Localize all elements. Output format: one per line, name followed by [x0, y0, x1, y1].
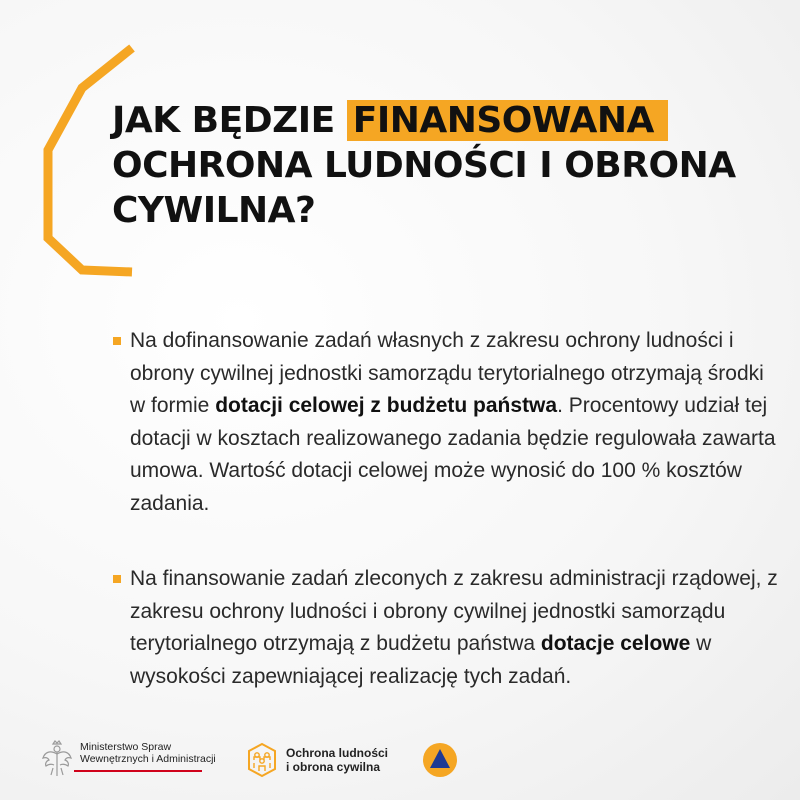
ministry-underline: [74, 770, 202, 772]
polish-eagle-icon: [40, 738, 74, 778]
ministry-logo: [40, 738, 216, 778]
civil-defence-triangle-icon: [422, 742, 458, 778]
bullet-text: w wysokości zapewniającej realizację tych zadań.: [130, 632, 712, 688]
title-line1-pre: JAK BĘDZIE: [112, 100, 347, 141]
ochrona-logo: [246, 742, 388, 778]
bullet-item: [112, 325, 782, 520]
ministry-name: Ministerstwo Spraw Wewnętrznych i Administracji: [80, 741, 216, 765]
bullet-text: Na dofinansowanie zadań własnych z zakresu ochrony ludności i obrony cywilnej jednostki samorządu terytorialnego otrzymają środki w formie: [130, 329, 764, 417]
title-line3: CYWILNA?: [112, 190, 316, 231]
bullet-list: [112, 325, 782, 693]
bullet-item: [112, 563, 782, 693]
ochrona-name: Ochrona ludności i obrona cywilna: [286, 746, 389, 774]
title-highlight: FINANSOWANA: [347, 100, 668, 141]
title-line2: OCHRONA LUDNOŚCI I OBRONA: [112, 145, 736, 186]
people-shield-icon: [246, 742, 278, 778]
bullet-bold-text: dotacji celowej z budżetu państwa: [215, 394, 558, 417]
bullet-text: Na finansowanie zadań zleconych z zakresu administracji rządowej, z zakresu ochrony ludności i obrony cywilnej jednostki samorządu terytorialnego otrzymają z budżetu państwa: [130, 567, 778, 655]
bullet-square-icon: [113, 575, 121, 583]
footer: [0, 728, 800, 800]
page-title: [112, 98, 772, 233]
bullet-text: . Procentowy udział tej dotacji w kosztach realizowanego zadania będzie regulowała zawarta umowa. Wartość dotacji celowej może wynosić do 100 % kosztów zadania.: [130, 394, 776, 515]
bullet-square-icon: [113, 337, 121, 345]
bullet-bold-text: dotacje celowe: [540, 632, 691, 655]
